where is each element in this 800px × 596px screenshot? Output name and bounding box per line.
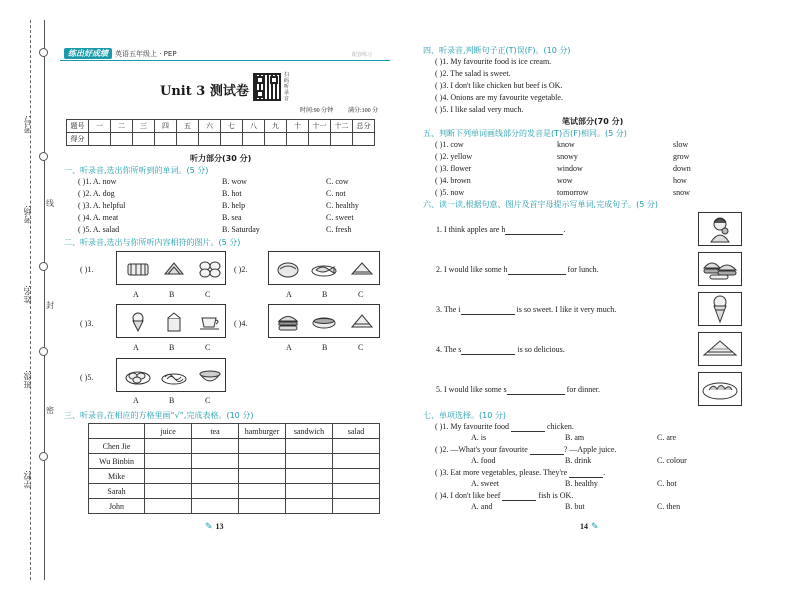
label-c: C — [205, 290, 211, 299]
seal-mark: 封 — [46, 301, 54, 310]
answer-blank[interactable] — [505, 225, 566, 235]
section-4-title: 四、听录音,判断句子正(T)误(F)。(10 分) — [423, 46, 571, 55]
binding-hole — [39, 48, 48, 57]
check-cell[interactable] — [192, 439, 239, 454]
dumplings-icon — [125, 365, 151, 387]
s7-option-b: B. but — [565, 502, 585, 511]
binding-hole — [39, 152, 48, 161]
s5-word: wow — [557, 176, 573, 185]
pencil-icon: ✎ — [591, 521, 599, 531]
s5-word: window — [557, 164, 583, 173]
check-cell[interactable] — [145, 499, 192, 514]
s7-option-c: C. hot — [657, 479, 677, 488]
row-header: Sarah — [89, 484, 145, 499]
s4-statement: ( )3. I don't like chicken but beef is OK. — [435, 81, 563, 90]
score-input[interactable] — [353, 133, 375, 146]
s5-word: ( )2. yellow — [435, 152, 473, 161]
column-header: hamburger — [239, 424, 286, 439]
s7-option-a: A. food — [471, 456, 496, 465]
s5-word: know — [557, 140, 575, 149]
s6-sentence — [436, 265, 599, 275]
check-cell[interactable] — [192, 499, 239, 514]
s1-option-b: B. help — [222, 201, 246, 210]
s7-option-c: C. are — [657, 433, 677, 442]
secret-mark: 密 — [46, 406, 54, 415]
score-table — [66, 119, 375, 146]
s5-word: ( )1. cow — [435, 140, 464, 149]
s6-text: 4. The s — [436, 345, 462, 354]
seal-line — [44, 20, 45, 580]
ice-cream-cone-icon — [698, 292, 742, 326]
soup-bowl-icon — [197, 365, 223, 387]
s7-option-a: A. and — [471, 502, 493, 511]
s5-word: grow — [673, 152, 690, 161]
qr-caption: 扫码听录音 — [284, 72, 290, 102]
s5-word: how — [673, 176, 687, 185]
check-cell[interactable] — [333, 439, 380, 454]
s1-option-b: B. sea — [222, 213, 242, 222]
s6-text: for dinner. — [564, 385, 600, 394]
s2-q2-label: ( )2. — [234, 265, 248, 274]
exam-number-label: 考号: — [23, 115, 32, 134]
school-label: 学校: — [23, 470, 32, 489]
food-checklist-table — [88, 423, 380, 514]
page-number: 13 — [215, 522, 224, 531]
row-header: Wu Binbin — [89, 454, 145, 469]
s6-sentence — [436, 385, 600, 395]
score-cell: 十一 — [309, 120, 331, 133]
score-input[interactable] — [133, 133, 155, 146]
score-input[interactable] — [155, 133, 177, 146]
s2-q3-label: ( )3. — [80, 319, 94, 328]
s7-option-b: B. am — [565, 433, 585, 442]
check-cell[interactable] — [145, 454, 192, 469]
s5-word: snow — [673, 188, 690, 197]
check-cell[interactable] — [286, 469, 333, 484]
check-cell[interactable] — [239, 469, 286, 484]
table-row — [89, 469, 380, 484]
check-cell[interactable] — [145, 469, 192, 484]
label-b: B — [322, 343, 328, 352]
check-cell[interactable] — [286, 439, 333, 454]
score-cell: 题号 — [67, 120, 89, 133]
check-cell[interactable] — [145, 439, 192, 454]
check-cell[interactable] — [239, 439, 286, 454]
s5-word: ( )4. brown — [435, 176, 471, 185]
s7-option-a: A. is — [471, 433, 487, 442]
ice-cream-icon — [125, 311, 151, 333]
s2-q1-label: ( )1. — [80, 265, 94, 274]
table-row — [89, 439, 380, 454]
score-value-row — [67, 133, 375, 146]
s1-option-c: C. fresh — [326, 225, 352, 234]
score-input[interactable] — [243, 133, 265, 146]
s4-statement: ( )4. Onions are my favourite vegetable. — [435, 93, 563, 102]
listening-title: 听力部分(30 分) — [190, 154, 252, 163]
table-corner — [89, 424, 145, 439]
s7-question-text: ( )3. Eat more vegetables, please. They're — [435, 468, 568, 477]
s1-option-b: B. hot — [222, 189, 242, 198]
section-6-title: 六、读一读,根据句意、图片及首字母提示写单词,完成句子。(5 分) — [423, 200, 658, 209]
score-input[interactable] — [287, 133, 309, 146]
answer-blank[interactable] — [502, 492, 536, 501]
column-header: sandwich — [286, 424, 333, 439]
written-title: 笔试部分(70 分) — [562, 117, 624, 126]
check-cell[interactable] — [333, 499, 380, 514]
s4-statement: ( )1. My favourite food is ice cream. — [435, 57, 552, 66]
s1-option-a: ( )2. A. dog — [78, 189, 115, 198]
check-cell[interactable] — [286, 499, 333, 514]
s6-sentence — [436, 305, 616, 315]
s1-option-b: B. wow — [222, 177, 247, 186]
table-row — [89, 499, 380, 514]
page-title: Unit 3 测试卷 — [160, 84, 249, 99]
s2-q5-pictures — [116, 358, 226, 392]
check-cell[interactable] — [145, 484, 192, 499]
binding-hole — [39, 347, 48, 356]
row-header: Chen Jie — [89, 439, 145, 454]
check-cell[interactable] — [192, 454, 239, 469]
s6-text: 2. I would like some h — [436, 265, 508, 274]
check-cell[interactable] — [333, 469, 380, 484]
label-b: B — [169, 290, 175, 299]
s4-statement: ( )2. The salad is sweet. — [435, 69, 511, 78]
s1-option-c: C. cow — [326, 177, 349, 186]
check-cell[interactable] — [333, 454, 380, 469]
check-cell[interactable] — [239, 499, 286, 514]
salad-plate-icon — [698, 372, 742, 406]
s6-sentence — [436, 225, 565, 235]
s1-option-a: ( )3. A. helpful — [78, 201, 126, 210]
check-cell[interactable] — [239, 454, 286, 469]
hotdog-icon — [311, 311, 337, 333]
score-header-row — [67, 120, 375, 133]
s7-question-text: ? —Apple juice. — [563, 445, 617, 454]
s6-text: is so delicious. — [515, 345, 565, 354]
s5-word: snowy — [557, 152, 578, 161]
header-rule — [60, 60, 390, 61]
score-input[interactable] — [111, 133, 133, 146]
label-c: C — [205, 396, 211, 405]
bread-bowl-icon — [275, 258, 301, 280]
s7-option-b: B. healthy — [565, 479, 598, 488]
name-label: 姓名: — [23, 285, 32, 304]
check-cell[interactable] — [192, 469, 239, 484]
s7-option-b: B. drink — [565, 456, 592, 465]
s7-option-c: C. then — [657, 502, 681, 511]
answer-blank[interactable] — [507, 386, 565, 395]
brand-logo: 练出好成绩 — [64, 48, 112, 59]
row-header: John — [89, 499, 145, 514]
label-b: B — [322, 290, 328, 299]
page-number: 14 — [580, 522, 588, 531]
section-5-items — [435, 140, 735, 200]
score-cell: 十二 — [331, 120, 353, 133]
s5-word: ( )3. flower — [435, 164, 472, 173]
s2-q4-label: ( )4. — [234, 319, 248, 328]
page-number-left — [205, 521, 224, 532]
s5-word: down — [673, 164, 691, 173]
score-cell: 得分 — [67, 133, 89, 146]
s2-q5-label: ( )5. — [80, 373, 94, 382]
check-cell[interactable] — [239, 484, 286, 499]
score-input[interactable] — [221, 133, 243, 146]
column-header: juice — [145, 424, 192, 439]
table-row — [89, 484, 380, 499]
score-cell: 七 — [221, 120, 243, 133]
section-7-items — [435, 422, 695, 514]
hamburger-icon — [275, 311, 301, 333]
full-score: 满分:100 分 — [348, 108, 379, 114]
score-cell: 八 — [243, 120, 265, 133]
sandwich-icon — [349, 311, 375, 333]
section-2-title: 二、听录音,选出与你所听内容相符的图片。(5 分) — [64, 238, 241, 247]
s6-sentence — [436, 345, 565, 355]
sandwich-icon — [698, 332, 742, 366]
exam-room-label: 考场: — [23, 205, 32, 224]
s7-question — [435, 468, 695, 479]
s7-question-text: fish is OK. — [536, 491, 574, 500]
s7-question-text: ( )4. I don't like beef — [435, 491, 501, 500]
s2-q1-pictures — [116, 251, 226, 285]
pencil-icon: ✎ — [205, 521, 213, 531]
s1-option-c: C. not — [326, 189, 346, 198]
s6-text: is so sweet. I like it very much. — [514, 305, 617, 314]
s4-statement: ( )5. I like salad very much. — [435, 105, 524, 114]
column-header: salad — [333, 424, 380, 439]
s6-text: 3. The i — [436, 305, 461, 314]
s1-option-a: ( )5. A. salad — [78, 225, 120, 234]
milk-carton-icon — [161, 311, 187, 333]
answer-blank[interactable] — [569, 468, 606, 478]
s2-q2-pictures — [268, 251, 380, 285]
s1-option-a: ( )1. A. now — [78, 177, 117, 186]
s1-option-b: B. Saturday — [222, 225, 260, 234]
binding-gutter — [0, 0, 55, 596]
corner-tag: 配套练习 — [352, 52, 373, 58]
s2-q3-pictures — [116, 304, 226, 338]
s7-question-text: . — [603, 468, 606, 477]
table-header-row — [89, 424, 380, 439]
check-cell[interactable] — [333, 484, 380, 499]
answer-blank[interactable] — [508, 266, 566, 275]
s7-question — [435, 422, 695, 433]
score-input[interactable] — [89, 133, 111, 146]
column-header: tea — [192, 424, 239, 439]
label-a: A — [286, 343, 292, 352]
hamburgers-icon — [698, 252, 742, 286]
section-5-title: 五、判断下列单词画线部分的发音是(T)否(F)相同。(5 分) — [423, 129, 627, 138]
label-c: C — [358, 290, 364, 299]
label-a: A — [133, 290, 139, 299]
score-cell: 总分 — [353, 120, 375, 133]
eggs-icon — [197, 258, 223, 280]
label-c: C — [205, 343, 211, 352]
s7-option-a: A. sweet — [471, 479, 499, 488]
s7-question-text: chicken. — [544, 422, 574, 431]
check-cell[interactable] — [192, 484, 239, 499]
binding-hole — [39, 452, 48, 461]
section-7-title: 七、单项选择。(10 分) — [423, 411, 506, 420]
answer-blank[interactable] — [511, 423, 545, 432]
s6-text: 1. I think apples are h — [436, 225, 506, 234]
s7-question-text: ( )1. My favourite food — [435, 422, 509, 431]
score-cell: 三 — [133, 120, 155, 133]
girl-eating-apple-icon — [698, 212, 742, 246]
s1-option-c: C. healthy — [326, 201, 359, 210]
sandwich-stack-icon — [161, 258, 187, 280]
page-number-right — [580, 521, 599, 532]
fish-plate-icon — [311, 258, 337, 280]
s5-word: tomorrow — [557, 188, 589, 197]
score-input[interactable] — [309, 133, 331, 146]
section-3-title: 三、听录音,在相应的方格里画“√”,完成表格。(10 分) — [64, 411, 254, 420]
s7-question-text: ( )2. —What's your favourite — [435, 445, 528, 454]
s5-word: ( )5. now — [435, 188, 465, 197]
s1-option-c: C. sweet — [326, 213, 354, 222]
qr-code-icon — [253, 73, 281, 101]
check-cell[interactable] — [286, 484, 333, 499]
check-cell[interactable] — [286, 454, 333, 469]
score-input[interactable] — [331, 133, 353, 146]
s1-option-a: ( )4. A. meat — [78, 213, 119, 222]
label-b: B — [169, 343, 175, 352]
line-mark: 线 — [46, 199, 54, 208]
answer-blank[interactable] — [530, 446, 564, 455]
header-brand — [64, 48, 177, 59]
label-a: A — [286, 290, 292, 299]
score-cell: 一 — [89, 120, 111, 133]
grade-label: 英语五年级上 · PEP — [115, 49, 177, 58]
score-cell: 六 — [199, 120, 221, 133]
s6-text: for lunch. — [565, 265, 599, 274]
score-cell: 四 — [155, 120, 177, 133]
s5-word: slow — [673, 140, 689, 149]
answer-blank[interactable] — [461, 306, 515, 315]
label-b: B — [169, 396, 175, 405]
score-input[interactable] — [199, 133, 221, 146]
score-input[interactable] — [265, 133, 287, 146]
score-input[interactable] — [177, 133, 199, 146]
score-cell: 二 — [111, 120, 133, 133]
binding-hole — [39, 262, 48, 271]
score-cell: 十 — [287, 120, 309, 133]
s6-text: 5. I would like some s — [436, 385, 507, 394]
s6-text: . — [563, 225, 566, 234]
section-1-title: 一、听录音,选出你所听到的单词。(5 分) — [64, 166, 209, 175]
s7-question — [435, 491, 695, 502]
time-limit: 时间:90 分钟 — [300, 108, 334, 114]
s7-question — [435, 445, 695, 456]
class-label: 班级: — [23, 370, 32, 389]
sandwich-icon — [349, 258, 375, 280]
section-4-items — [435, 57, 563, 117]
answer-blank[interactable] — [461, 346, 515, 355]
score-cell: 五 — [177, 120, 199, 133]
tea-cup-icon — [197, 311, 223, 333]
table-row — [89, 454, 380, 469]
label-a: A — [133, 343, 139, 352]
s2-q4-pictures — [268, 304, 380, 338]
row-header: Mike — [89, 469, 145, 484]
s7-option-c: C. colour — [657, 456, 687, 465]
grill-icon — [125, 258, 151, 280]
label-c: C — [358, 343, 364, 352]
label-a: A — [133, 396, 139, 405]
score-cell: 九 — [265, 120, 287, 133]
noodles-icon — [161, 365, 187, 387]
